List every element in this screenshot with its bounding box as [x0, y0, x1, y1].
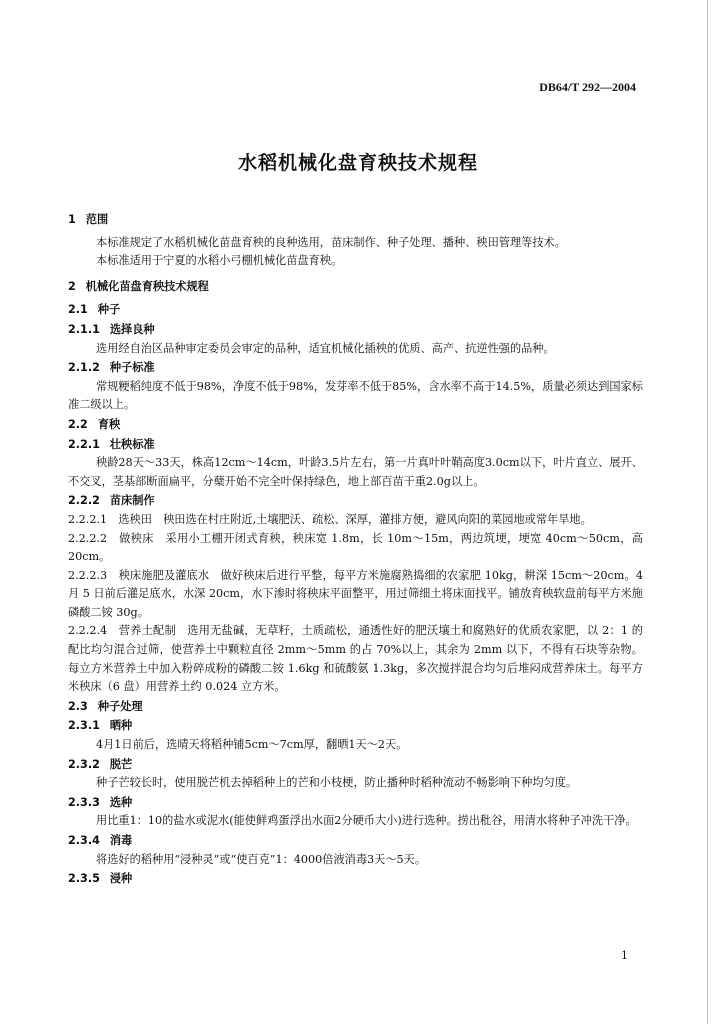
section-heading	[68, 793, 643, 813]
section-heading	[68, 831, 643, 851]
section-title: 脱芒	[109, 756, 133, 771]
section-title: 晒种	[109, 718, 133, 733]
section-title: 浸种	[109, 871, 133, 886]
section-number: 2.3.2	[68, 757, 100, 771]
section-title: 范围	[85, 212, 109, 226]
document-title: 水稻机械化盘育秧技术规程	[237, 152, 478, 174]
section-number: 2.3.5	[68, 872, 100, 886]
section-number: 2.3.3	[68, 795, 100, 809]
paragraph: 用比重1：10的盐水或泥水(能使鲜鸡蛋浮出水面2分硬币大小)进行选种。捞出秕谷，用清水将种子冲洗干净。	[96, 814, 637, 828]
section-number: 2.3.1	[68, 719, 100, 733]
paragraph: 常规粳稻纯度不低于98%，净度不低于98%，发芽率不低于85%，含水率不高于14.5%，质量必须达到国家标准二级以上。	[68, 379, 643, 412]
paragraph: 2.2.2.3 秧床施肥及灌底水 做好秧床后进行平整，每平方米施腐熟捣细的农家肥 10kg，耕深 15cm～20cm。4 月 5 日前后灌足底水，水深 20cm，水下渗时将秧床平面整平，用过筛细土将床面找平。铺放育秧软盘前每平方米施磷酸二铵 30g。	[68, 568, 643, 619]
standard-code: DB64/T 292—2004	[539, 80, 636, 94]
section-title: 育秧	[97, 416, 121, 431]
section-title: 选种	[109, 794, 133, 809]
section-number: 2.3.4	[68, 834, 100, 847]
paragraph: 2.2.2.1 选秧田 秧田选在村庄附近,土壤肥沃、疏松、深厚，灌排方便，避风向阳的菜园地或常年旱地。	[68, 512, 592, 526]
section-heading	[68, 277, 643, 297]
section-title: 选择良种	[109, 321, 155, 336]
section-heading	[68, 491, 643, 511]
section-heading	[68, 300, 643, 320]
section-heading	[68, 415, 643, 435]
section-title: 苗床制作	[109, 493, 155, 508]
section-heading	[68, 435, 643, 455]
paragraph: 本标准适用于宁夏的水稻小弓棚机械化苗盘育秧。	[96, 254, 343, 268]
section-number: 2.1	[68, 303, 88, 317]
paragraph: 将选好的稻种用“浸种灵”或“使百克”1：4000倍液消毒3天～5天。	[96, 852, 427, 866]
section-number: 1	[68, 213, 76, 226]
section-number: 2.2.2	[68, 494, 100, 508]
section-heading	[68, 716, 643, 736]
section-heading	[68, 358, 643, 378]
section-heading	[68, 869, 643, 889]
section-number: 2.2.1	[68, 437, 100, 451]
section-heading	[68, 210, 643, 230]
section-title: 种子	[97, 302, 121, 317]
section-number: 2.2	[68, 417, 88, 431]
section-title: 壮秧标准	[109, 436, 155, 451]
section-heading	[68, 697, 643, 717]
section-title: 消毒	[109, 833, 133, 847]
paragraph: 秧龄28天～33天，株高12cm～14cm，叶龄3.5片左右，第一片真叶叶鞘高度3.0cm以下，叶片直立、展开、不交叉，茎基部断面扁平，分蘖开始不完全叶保持绿色，地上部百苗干重2.0g以上。	[68, 456, 643, 488]
section-number: 2	[68, 279, 76, 293]
paragraph: 2.2.2.4 营养土配制 选用无盐碱，无草籽，土质疏松，通透性好的肥沃壤土和腐熟好的优质农家肥，以 2：1 的配比均匀混合过筛，使营养土中颗粒直径 2mm～5mm 的占 70%以上，其余为 2mm 以下，不得有石块等杂物。每立方米营养土中加入粉碎成粉的磷酸二铵 1.6kg 和硫酸氨 1.3kg，多次搅拌混合均匀后堆闷成营养床土。每平方米秧床（6 盘）用营养土约 0.024 立方米。	[68, 624, 643, 694]
paragraph: 本标准规定了水稻机械化苗盘育秧的良种选用，苗床制作、种子处理、播种、秧田管理等技术。	[96, 235, 566, 249]
section-title: 机械化苗盘育秧技术规程	[85, 278, 209, 293]
section-number: 2.3	[68, 699, 88, 713]
page-number: 1	[621, 949, 628, 962]
section-heading	[68, 320, 643, 340]
section-title: 种子标准	[109, 360, 155, 375]
section-number: 2.1.1	[68, 322, 100, 336]
paragraph: 种子芒较长时，使用脱芒机去掉稻种上的芒和小枝梗，防止播种时稻种流动不畅影响下种均匀度。	[96, 776, 578, 790]
document-body	[68, 204, 643, 889]
section-number: 2.1.2	[68, 361, 100, 375]
paragraph: 2.2.2.2 做秧床 采用小工棚开闭式育秧，秧床宽 1.8m，长 10m～15m，两边筑埂，埂宽 40cm～50cm，高 20cm。	[68, 531, 643, 564]
paragraph: 4月1日前后，选晴天将稻种铺5cm～7cm厚，翻晒1天～2天。	[96, 738, 408, 752]
paragraph: 选用经自治区品种审定委员会审定的品种，适宜机械化插秧的优质、高产、抗逆性强的品种。	[96, 341, 555, 355]
section-heading	[68, 755, 643, 775]
section-title: 种子处理	[97, 698, 143, 713]
